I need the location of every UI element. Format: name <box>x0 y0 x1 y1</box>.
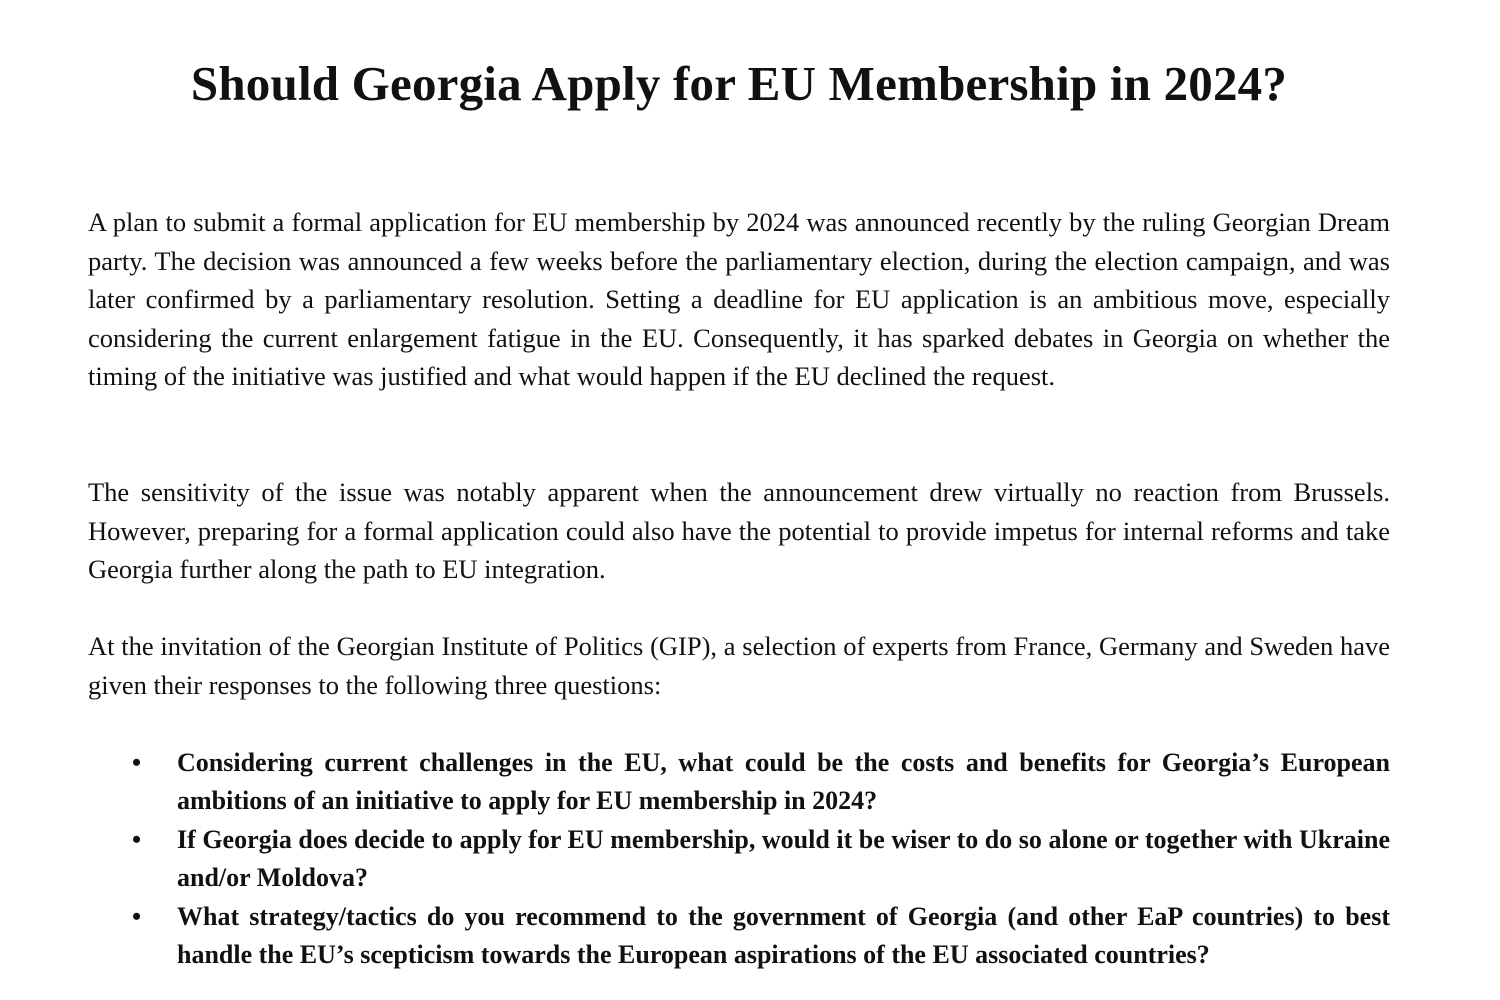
question-item <box>88 821 1390 898</box>
bullet-icon: • <box>132 901 142 931</box>
question-item <box>88 744 1390 821</box>
document-title: Should Georgia Apply for EU Membership in 2024? <box>190 56 1288 111</box>
intro-paragraph: A plan to submit a formal application for EU membership by 2024 was announced recently by the ruling Georgian Dream party. The decision was announced a few weeks before the parliamentary election, during the election campaign, and was later confirmed by a parliamentary resolution. Setting a deadline for EU application is an ambitious move, especially considering the current enlargement fatigue in the EU. Consequently, it has sparked debates in Georgia on whether the timing of the initiative was justified and what would happen if the EU declined the request. <box>88 207 1390 392</box>
question-text: What strategy/tactics do you recommend to the government of Georgia (and other EaP countries) to best handle the EU’s scepticism towards the European aspirations of the EU associated countries? <box>177 901 1390 970</box>
questions-list <box>88 744 1390 974</box>
bullet-icon: • <box>132 748 142 777</box>
bullet-icon: • <box>132 824 142 854</box>
sensitivity-paragraph: The sensitivity of the issue was notably apparent when the announcement drew virtually no reaction from Brussels. However, preparing for a formal application could also have the potential to provide impetus for internal reforms and take Georgia further along the path to EU integration. <box>88 477 1390 585</box>
question-text: Considering current challenges in the EU, what could be the costs and benefits for Georgia’s European ambitions of an initiative to apply for EU membership in 2024? <box>177 748 1390 816</box>
question-item <box>88 898 1390 975</box>
invitation-paragraph: At the invitation of the Georgian Institute of Politics (GIP), a selection of experts from France, Germany and Sweden have given their responses to the following three questions: <box>88 631 1390 700</box>
question-text: If Georgia does decide to apply for EU membership, would it be wiser to do so alone or together with Ukraine and/or Moldova? <box>177 824 1390 893</box>
